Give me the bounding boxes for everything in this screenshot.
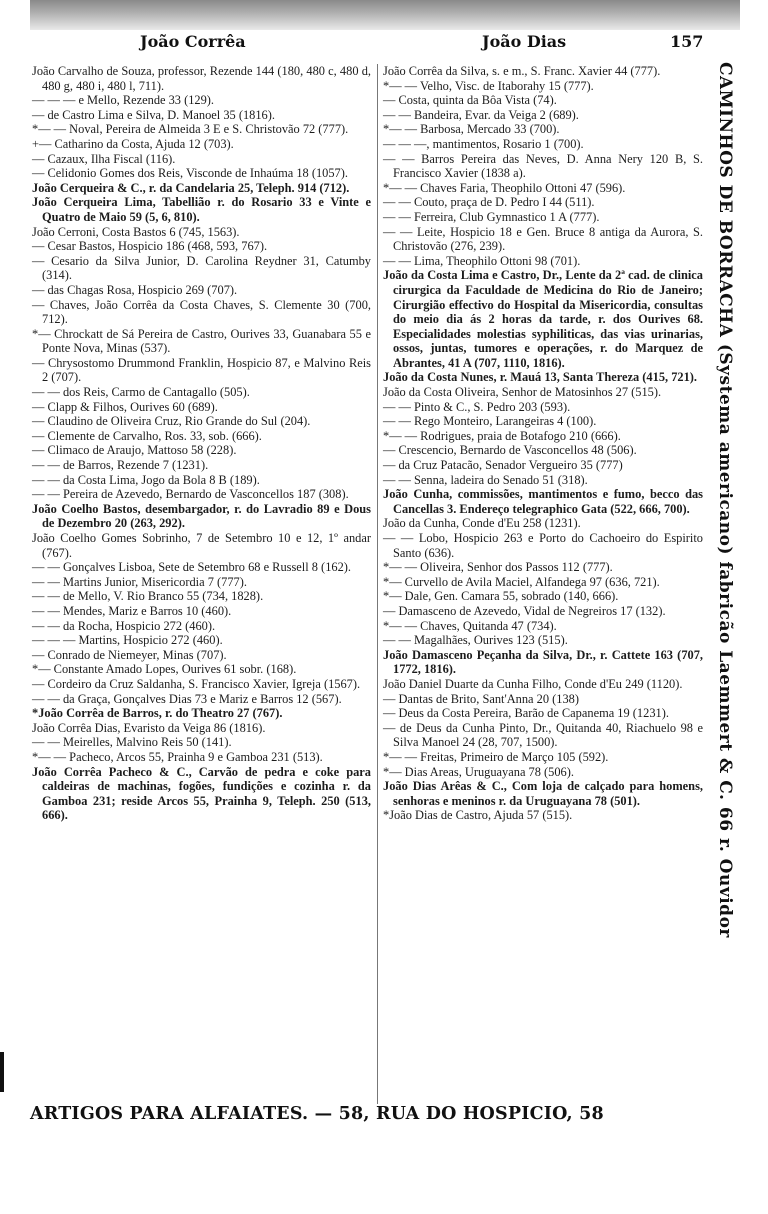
directory-entry: — Damasceno de Azevedo, Vidal de Negreiros 17 (132).	[383, 603, 666, 618]
directory-entry: João Damasceno Peçanha da Silva, Dr., r. Cattete 163 (707, 1772, 1816).	[383, 647, 703, 677]
directory-entry: — — dos Reis, Carmo de Cantagallo (505).	[32, 385, 250, 400]
directory-entry: *— Constante Amado Lopes, Ourives 61 sobr. (168).	[32, 662, 297, 677]
directory-entry: *— Dale, Gen. Camara 55, sobrado (140, 666).	[383, 589, 619, 604]
directory-entry: — — — Martins, Hospicio 272 (460).	[32, 633, 223, 648]
directory-entry: — — Gonçalves Lisboa, Sete de Setembro 68 e Russell 8 (162).	[32, 560, 351, 575]
running-head-right: João Dias	[482, 32, 567, 51]
directory-entry: João Daniel Duarte da Cunha Filho, Conde d'Eu 249 (1120).	[383, 676, 683, 691]
directory-entry: *— — Chaves Faria, Theophilo Ottoni 47 (596).	[383, 180, 626, 195]
directory-entry: — — Magalhães, Ourives 123 (515).	[383, 633, 568, 648]
directory-entry: João Corrêa Dias, Evaristo da Veiga 86 (1816).	[32, 720, 266, 735]
directory-entry: João da Cunha, Conde d'Eu 258 (1231).	[383, 516, 581, 531]
directory-entry: João Cunha, commissões, mantimentos e fumo, becco das Cancellas 3. Endereço telegraphico Gata (522, 666, 700).	[383, 487, 703, 516]
directory-entry: — — Rego Monteiro, Larangeiras 4 (100).	[383, 414, 597, 429]
page-header	[0, 32, 768, 54]
directory-entry: — — Meirelles, Malvino Reis 50 (141).	[32, 735, 232, 750]
directory-entry: *— — Freitas, Primeiro de Março 105 (592).	[383, 749, 609, 764]
directory-entry: — Claudino de Oliveira Cruz, Rio Grande do Sul (204).	[32, 414, 311, 429]
directory-entry: — — Lima, Theophilo Ottoni 98 (701).	[383, 253, 581, 268]
directory-entry: João Cerroni, Costa Bastos 6 (745, 1563).	[32, 224, 240, 239]
directory-entry: — — — e Mello, Rezende 33 (129).	[32, 93, 215, 108]
scan-top-band	[30, 0, 740, 30]
page-number: 157	[670, 32, 704, 51]
directory-entry: João Cerqueira & C., r. da Candelaria 25, Teleph. 914 (712).	[32, 180, 350, 195]
running-head-left: João Corrêa	[140, 32, 246, 51]
margin-mark	[0, 1052, 4, 1092]
directory-entry: João Dias Arêas & C., Com loja de calçado para homens, senhoras e meninos r. da Uruguayana 78 (501).	[383, 779, 703, 808]
directory-entry: — Deus da Costa Pereira, Barão de Capanema 19 (1231).	[383, 706, 669, 721]
directory-entry: João Coelho Bastos, desembargador, r. do Lavradio 89 e Dous de Dezembro 20 (263, 292).	[32, 501, 371, 531]
directory-entry: *João Corrêa de Barros, r. do Theatro 27 (767).	[32, 706, 283, 721]
directory-entry: *— — Barbosa, Mercado 33 (700).	[383, 122, 560, 137]
directory-entry: — Cesar Bastos, Hospicio 186 (468, 593, 767).	[32, 239, 268, 254]
directory-entry: — Crescencio, Bernardo de Vasconcellos 48 (506).	[383, 443, 637, 458]
directory-entry: *— — Noval, Pereira de Almeida 3 E e S. Christovão 72 (777).	[32, 122, 349, 137]
directory-entry: — da Cruz Patacão, Senador Vergueiro 35 (777)	[383, 458, 623, 473]
directory-entry: *— — Velho, Visc. de Itaborahy 15 (777).	[383, 78, 594, 93]
directory-entry: — — Lobo, Hospicio 263 e Porto do Cachoeiro do Espirito Santo (636).	[383, 531, 703, 560]
directory-entry: — Cordeiro da Cruz Saldanha, S. Francisco Xavier, Igreja (1567).	[32, 676, 361, 691]
directory-entry: — Dantas de Brito, Sant'Anna 20 (138)	[383, 691, 579, 706]
directory-entry: João Coelho Gomes Sobrinho, 7 de Setembro 10 e 12, 1º andar (767).	[32, 531, 371, 560]
directory-entry: — — de Barros, Rezende 7 (1231).	[32, 458, 209, 473]
directory-entry: *— Curvello de Avila Maciel, Alfandega 97 (636, 721).	[383, 574, 660, 589]
directory-entry: João da Costa Nunes, r. Mauá 13, Santa Thereza (415, 721).	[383, 370, 698, 385]
directory-entry: — Clapp & Filhos, Ourives 60 (689).	[32, 399, 218, 414]
directory-entry: João Carvalho de Souza, professor, Rezende 144 (180, 480 c, 480 d, 480 g, 480 i, 480 l, 711).	[32, 64, 371, 93]
directory-entry: — — —, mantimentos, Rosario 1 (700).	[383, 136, 584, 151]
directory-entry: João Cerqueira Lima, Tabellião r. do Rosario 33 e Vinte e Quatro de Maio 59 (5, 6, 810).	[32, 195, 371, 224]
directory-entry: *— — Oliveira, Senhor dos Passos 112 (777).	[383, 560, 613, 575]
sidebar-advert-text: CAMINHOS DE BORRACHA (Systema americano) fabricão Laemmert & C. 66 r. Ouvidor	[715, 62, 735, 938]
directory-entry: — das Chagas Rosa, Hospicio 269 (707).	[32, 282, 238, 297]
column-divider	[377, 64, 378, 1104]
directory-entry: — Clemente de Carvalho, Ros. 33, sob. (666).	[32, 428, 262, 443]
directory-entry: — — Senna, ladeira do Senado 51 (318).	[383, 472, 588, 487]
directory-entry: *João Dias de Castro, Ajuda 57 (515).	[383, 808, 573, 823]
directory-entry: — — Pinto & C., S. Pedro 203 (593).	[383, 399, 571, 414]
directory-entry: — — da Costa Lima, Jogo da Bola 8 B (189).	[32, 472, 260, 487]
directory-entry: — de Deus da Cunha Pinto, Dr., Quitanda 40, Riachuelo 98 e Silva Manoel 24 (28, 707, 1500).	[383, 720, 703, 750]
directory-entry: — Celidonio Gomes dos Reis, Visconde de Inhaúma 18 (1057).	[32, 166, 348, 181]
directory-entry: — Conrado de Niemeyer, Minas (707).	[32, 647, 227, 662]
directory-entry: — — da Rocha, Hospicio 272 (460).	[32, 618, 216, 633]
directory-entry: — Costa, quinta da Bôa Vista (74).	[383, 93, 557, 108]
directory-entry: *— — Pacheco, Arcos 55, Prainha 9 e Gamboa 231 (513).	[32, 749, 323, 764]
directory-entry: *— — Chaves, Quitanda 47 (734).	[383, 618, 557, 633]
directory-entry: João Corrêa da Silva, s. e m., S. Franc. Xavier 44 (777).	[383, 64, 661, 78]
directory-entry: — — Pereira de Azevedo, Bernardo de Vasconcellos 187 (308).	[32, 487, 349, 502]
directory-entry: *— — Rodrigues, praia de Botafogo 210 (666).	[383, 428, 621, 443]
footer-advert: ARTIGOS PARA ALFAIATES. — 58, RUA DO HOSPICIO, 58	[30, 1104, 604, 1124]
directory-entry: João da Costa Oliveira, Senhor de Matosinhos 27 (515).	[383, 385, 662, 400]
sidebar-advert	[707, 62, 735, 1062]
directory-entry: — — Barros Pereira das Neves, D. Anna Nery 120 B, S. Francisco Xavier (1838 a).	[383, 151, 703, 181]
directory-entry: — Cesario da Silva Junior, D. Carolina Reydner 31, Catumby (314).	[32, 253, 371, 283]
directory-entry: — Cazaux, Ilha Fiscal (116).	[32, 151, 176, 166]
directory-entry: — Chrysostomo Drummond Franklin, Hospicio 87, e Malvino Reis 2 (707).	[32, 355, 371, 385]
directory-entry: — — Martins Junior, Misericordia 7 (777).	[32, 574, 247, 589]
directory-entry: — — da Graça, Gonçalves Dias 73 e Mariz e Barros 12 (567).	[32, 691, 342, 706]
directory-entry: +— Catharino da Costa, Ajuda 12 (703).	[32, 136, 234, 151]
directory-entry: João da Costa Lima e Castro, Dr., Lente da 2ª cad. de clinica cirurgica da Faculdade de Medicina do Rio de Janeiro; Cirurgião effectivo do Hospital da Misericordia, consultas do meio dia ás 2 horas da tarde, r. dos Ourives 68. Especialidades molestias syphiliticas, das vias urinarias, ossos, juntas, tumores e operações, r. do Marquez de Abrantes, 41 A (707, 1110, 1816).	[383, 268, 703, 370]
directory-entry: *— Dias Areas, Uruguayana 78 (506).	[383, 764, 574, 779]
directory-entry: João Corrêa Pacheco & C., Carvão de pedra e coke para caldeiras de machinas, fogões, fundições e cozinha r. da Gamboa 231; reside Arcos 55, Prainha 9, Teleph. 250 (513, 666).	[32, 764, 371, 823]
directory-entry: — — Bandeira, Evar. da Veiga 2 (689).	[383, 107, 579, 122]
left-column	[32, 64, 371, 823]
directory-entry: — — Leite, Hospicio 18 e Gen. Bruce 8 antiga da Aurora, S. Christovão (276, 239).	[383, 224, 703, 254]
right-column	[383, 64, 703, 823]
directory-entry: — — Ferreira, Club Gymnastico 1 A (777).	[383, 209, 600, 224]
directory-entry: *— Chrockatt de Sá Pereira de Castro, Ourives 33, Guanabara 55 e Ponte Nova, Minas (537).	[32, 326, 371, 356]
directory-entry: — — Mendes, Mariz e Barros 10 (460).	[32, 603, 232, 618]
directory-entry: — — Couto, praça de D. Pedro I 44 (511).	[383, 195, 595, 210]
directory-entry: — Climaco de Araujo, Mattoso 58 (228).	[32, 443, 237, 458]
directory-entry: — — de Mello, V. Rio Branco 55 (734, 1828).	[32, 589, 264, 604]
directory-entry: — de Castro Lima e Silva, D. Manoel 35 (1816).	[32, 107, 275, 122]
directory-entry: — Chaves, João Corrêa da Costa Chaves, S. Clemente 30 (700, 712).	[32, 297, 371, 327]
